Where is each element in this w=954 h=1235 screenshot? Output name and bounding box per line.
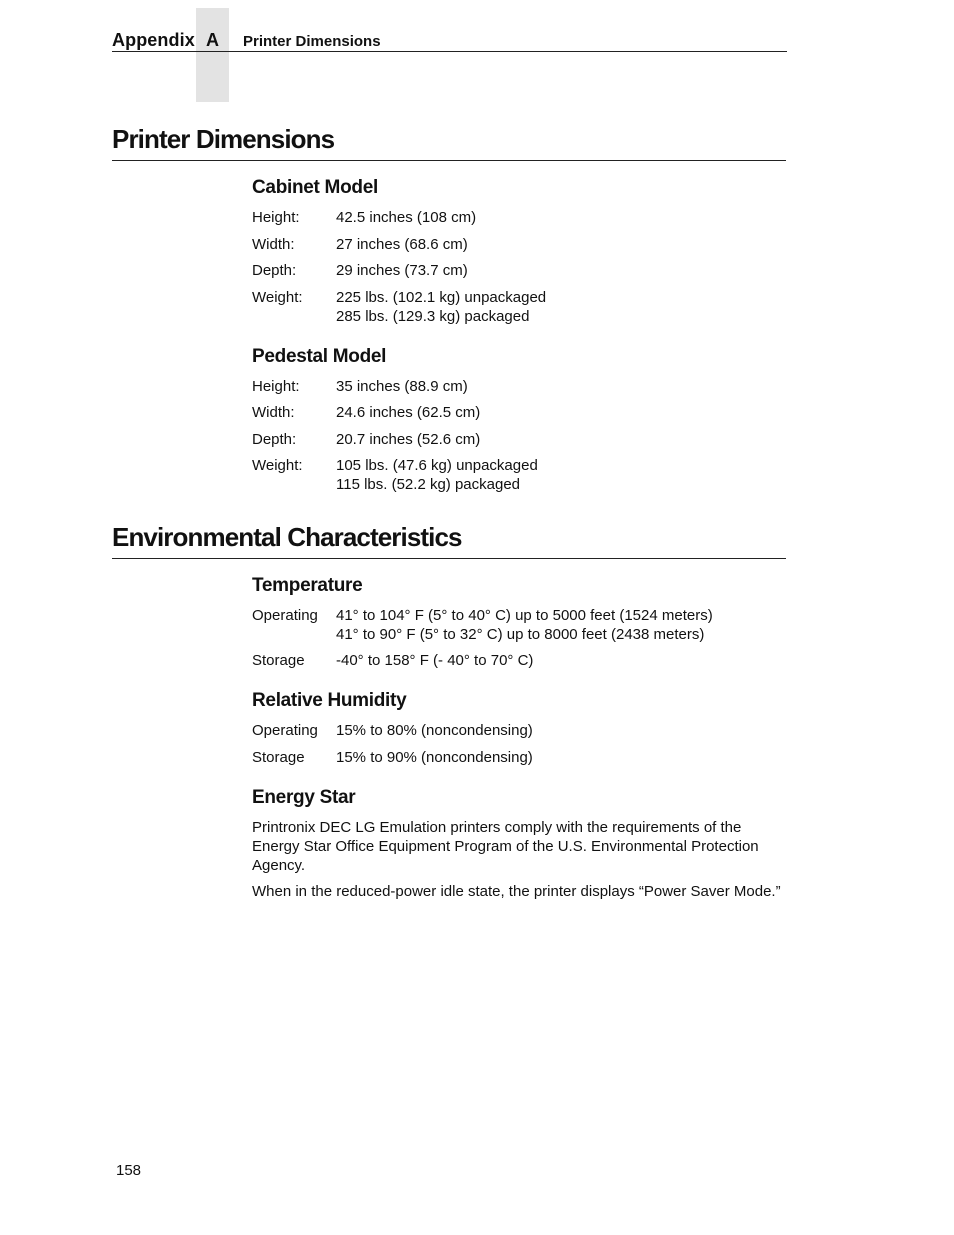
spec-value: 41° to 90° F (5° to 32° C) up to 8000 feet (2438 meters) — [336, 626, 705, 643]
spec-label: Operating — [252, 607, 318, 624]
section-rule — [112, 160, 786, 161]
appendix-label: Appendix — [112, 30, 195, 50]
spec-label: Weight: — [252, 457, 303, 474]
body-paragraph: When in the reduced-power idle state, the printer displays “Power Saver Mode.” — [252, 883, 781, 900]
spec-value: 105 lbs. (47.6 kg) unpackaged — [336, 457, 538, 474]
appendix-letter: A — [206, 30, 219, 50]
spec-value: 27 inches (68.6 cm) — [336, 236, 468, 253]
section-title-environmental: Environmental Characteristics — [112, 522, 462, 552]
subsection-title-relative-humidity: Relative Humidity — [252, 690, 407, 711]
section-title-printer-dimensions: Printer Dimensions — [112, 124, 335, 154]
running-header-title: Printer Dimensions — [243, 33, 381, 50]
spec-label: Width: — [252, 404, 295, 421]
spec-value: 15% to 80% (noncondensing) — [336, 722, 533, 739]
spec-value: 20.7 inches (52.6 cm) — [336, 431, 481, 448]
body-paragraph: Printronix DEC LG Emulation printers comply with the requirements of the Energy Star Office Equipment Program of the U.S. Environmental Protection Agency. — [252, 819, 759, 874]
appendix-tab-shading — [196, 8, 229, 102]
spec-label: Height: — [252, 378, 300, 395]
spec-label: Storage — [252, 749, 305, 766]
section-rule — [112, 558, 786, 559]
spec-value: 41° to 104° F (5° to 40° C) up to 5000 feet (1524 meters) — [336, 607, 713, 624]
spec-value: 24.6 inches (62.5 cm) — [336, 404, 481, 421]
spec-value: 115 lbs. (52.2 kg) packaged — [336, 476, 521, 493]
spec-value: 42.5 inches (108 cm) — [336, 209, 477, 226]
spec-label: Width: — [252, 236, 295, 253]
spec-label: Depth: — [252, 431, 297, 448]
spec-value: 29 inches (73.7 cm) — [336, 262, 468, 279]
spec-label: Operating — [252, 722, 318, 739]
spec-label: Weight: — [252, 289, 303, 306]
spec-value: 15% to 90% (noncondensing) — [336, 749, 533, 766]
spec-value: -40° to 158° F (- 40° to 70° C) — [336, 652, 534, 669]
spec-value: 35 inches (88.9 cm) — [336, 378, 468, 395]
subsection-title-cabinet-model: Cabinet Model — [252, 177, 378, 198]
subsection-title-pedestal-model: Pedestal Model — [252, 346, 387, 367]
spec-value: 225 lbs. (102.1 kg) unpackaged — [336, 289, 547, 306]
spec-label: Storage — [252, 652, 305, 669]
spec-label: Height: — [252, 209, 300, 226]
subsection-title-temperature: Temperature — [252, 575, 363, 596]
page-number: 158 — [116, 1162, 142, 1179]
spec-label: Depth: — [252, 262, 297, 279]
spec-value: 285 lbs. (129.3 kg) packaged — [336, 308, 530, 325]
header-rule — [112, 51, 787, 52]
subsection-title-energy-star: Energy Star — [252, 787, 356, 808]
